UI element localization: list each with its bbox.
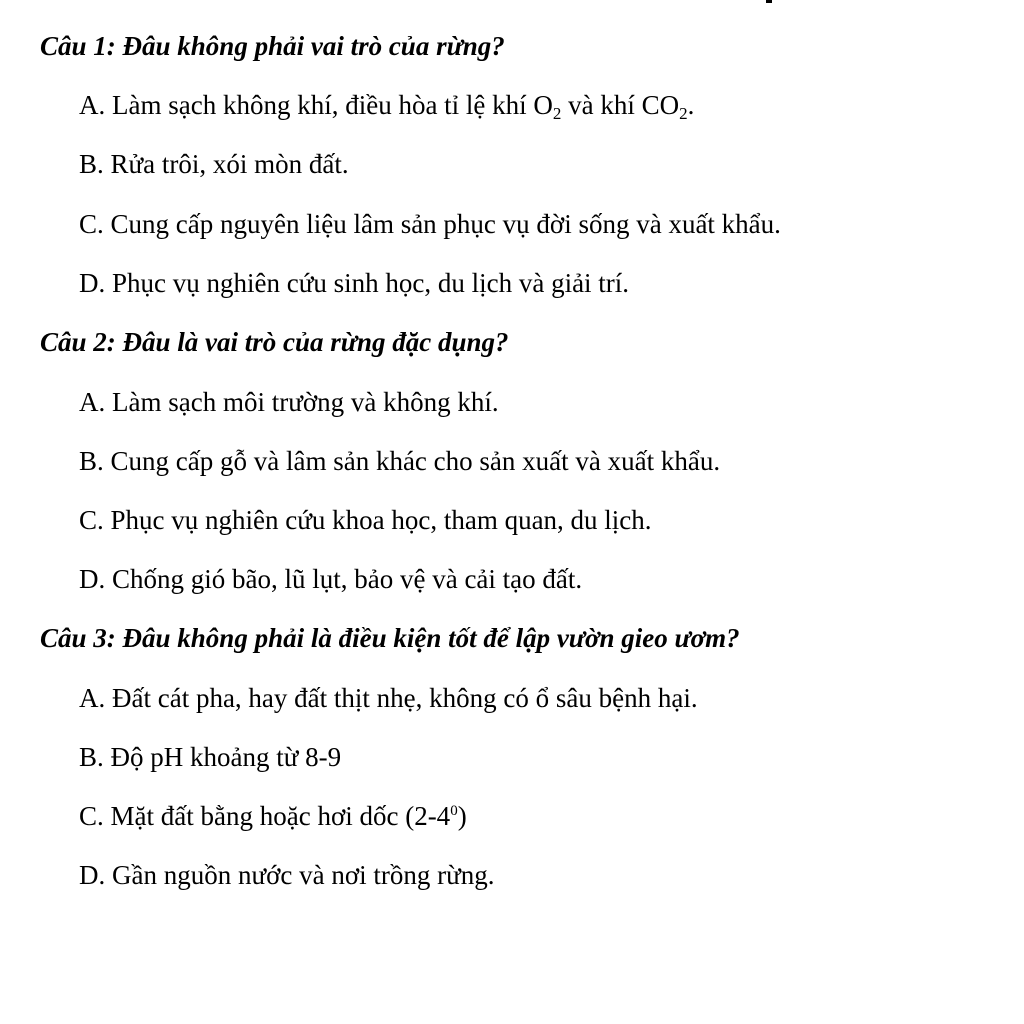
question-1-option-b: B. Rửa trôi, xói mòn đất. bbox=[79, 149, 349, 179]
subscript: 2 bbox=[552, 104, 562, 123]
option-text: và khí CO bbox=[561, 90, 680, 120]
question-2-option-d: D. Chống gió bão, lũ lụt, bảo vệ và cải tạo đất. bbox=[79, 564, 583, 594]
superscript: 0 bbox=[450, 803, 458, 819]
question-2-option-c: C. Phục vụ nghiên cứu khoa học, tham quan, du lịch. bbox=[79, 505, 652, 535]
question-2-option-a: A. Làm sạch môi trường và không khí. bbox=[79, 387, 499, 417]
question-2-title: Câu 2: Đâu là vai trò của rừng đặc dụng? bbox=[40, 327, 509, 357]
option-text: . bbox=[687, 90, 695, 120]
question-3-option-a: A. Đất cát pha, hay đất thịt nhẹ, không có ổ sâu bệnh hại. bbox=[79, 683, 698, 713]
top-edge-mark bbox=[766, 0, 772, 3]
question-1-option-c: C. Cung cấp nguyên liệu lâm sản phục vụ đời sống và xuất khẩu. bbox=[79, 209, 781, 239]
option-text: C. Mặt đất bằng hoặc hơi dốc (2-4 bbox=[79, 801, 451, 831]
question-2-option-b: B. Cung cấp gỗ và lâm sản khác cho sản xuất và xuất khẩu. bbox=[79, 446, 721, 476]
subscript: 2 bbox=[679, 104, 688, 123]
question-3-option-c bbox=[79, 798, 467, 834]
question-3-option-b: B. Độ pH khoảng từ 8-9 bbox=[79, 742, 342, 772]
option-text: A. Làm sạch không khí, điều hòa tỉ lệ khí O bbox=[79, 90, 553, 120]
question-1-option-d: D. Phục vụ nghiên cứu sinh học, du lịch và giải trí. bbox=[79, 268, 630, 298]
question-1-title: Câu 1: Đâu không phải vai trò của rừng? bbox=[40, 31, 505, 61]
option-text: ) bbox=[457, 801, 467, 831]
question-3-option-d: D. Gần nguồn nước và nơi trồng rừng. bbox=[79, 860, 495, 890]
question-3-title: Câu 3: Đâu không phải là điều kiện tốt để lập vườn gieo ươm? bbox=[40, 623, 740, 653]
question-1-option-a bbox=[79, 87, 694, 123]
